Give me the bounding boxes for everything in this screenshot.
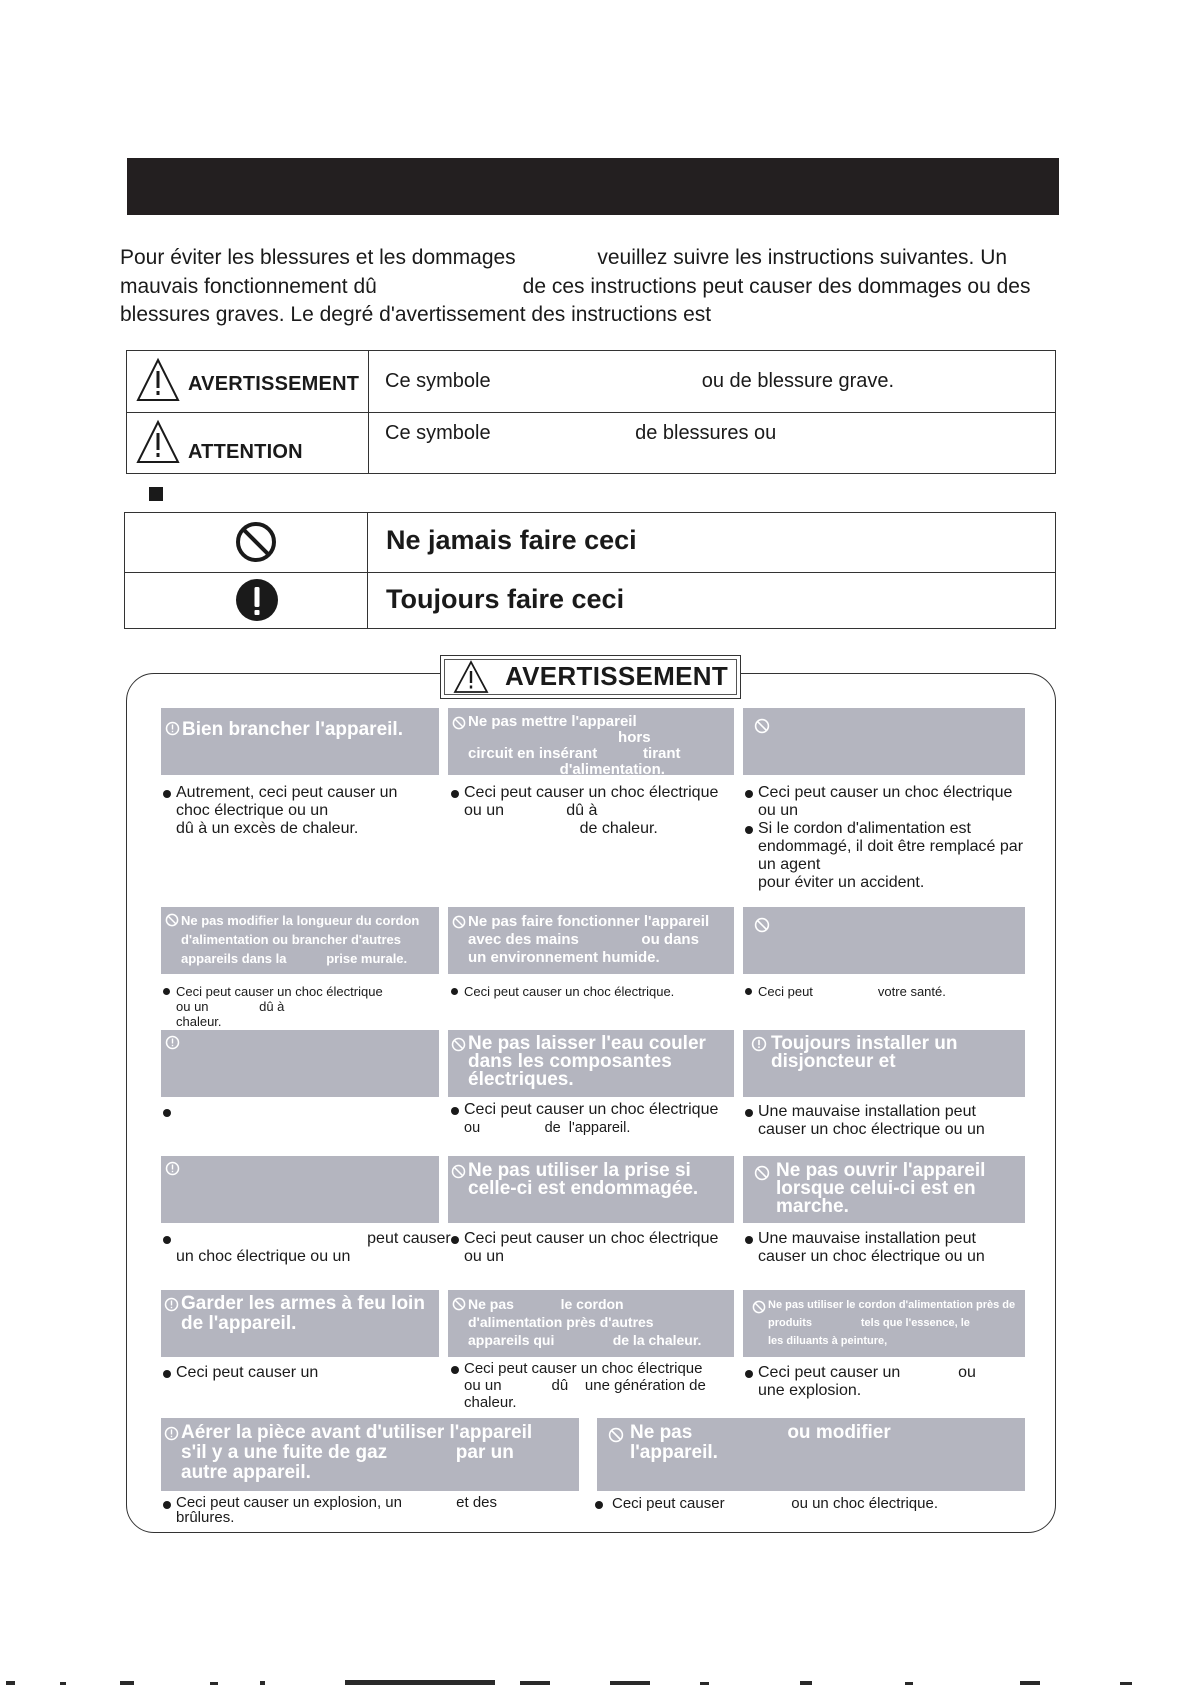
warning-box — [161, 1290, 439, 1357]
desc-line: choc électrique ou un — [176, 802, 329, 819]
warning-box-line: dans les composantes — [468, 1051, 672, 1072]
desc-line: Ceci peut causer un choc électrique — [162, 984, 383, 999]
desc-line: ou un — [758, 802, 799, 819]
desc-line: Ceci peut causer un ou — [744, 1364, 976, 1382]
desc-line: de chaleur. — [464, 820, 658, 837]
desc-line: Ceci peut causer un choc électrique — [450, 1101, 718, 1119]
prohibition-icon — [754, 917, 770, 933]
warning-description — [450, 1101, 718, 1137]
prohibition-icon — [452, 915, 466, 929]
warning-description — [450, 784, 718, 838]
warning-description — [744, 1230, 985, 1266]
desc-line: Une mauvaise installation peut — [744, 1103, 985, 1121]
desc-line: ou de l'appareil. — [464, 1120, 631, 1136]
warning-box — [161, 1156, 439, 1223]
symbol-label: AVERTISSEMENT — [188, 373, 360, 395]
desc-line: Ceci peut causer un choc électrique — [744, 784, 1023, 802]
warning-box — [161, 1418, 579, 1491]
warning-box-line: marche. — [776, 1196, 849, 1217]
warning-section-header — [440, 655, 741, 699]
warning-box-line: d'alimentation. — [468, 761, 665, 775]
desc-line: Si le cordon d'alimentation est — [744, 820, 1023, 838]
mandatory-exclamation-icon — [234, 577, 280, 623]
warning-box-line: l'appareil. — [630, 1442, 718, 1463]
warning-box-line: Ne pas laisser l'eau couler — [468, 1033, 706, 1054]
warning-description — [744, 784, 1023, 892]
warning-box-line: appareils dans la prise murale. — [181, 951, 408, 966]
warning-box-line: Ne pas le cordon — [468, 1296, 624, 1312]
desc-line: ou un — [464, 1248, 505, 1265]
desc-line: Ceci peut votre santé. — [744, 984, 946, 999]
warning-box-line: Aérer la pièce avant d'utiliser l'appareil — [181, 1422, 533, 1443]
warning-box — [448, 907, 734, 974]
warning-box-line: un environnement humide. — [468, 949, 660, 966]
warning-box — [597, 1418, 1025, 1491]
desc-line: chaleur. — [176, 1014, 222, 1029]
desc-line: dû à un excès de chaleur. — [176, 820, 359, 837]
warning-box-line: Ne pas mettre l'appareil — [468, 713, 637, 730]
desc-line: peut causer — [162, 1230, 451, 1248]
warning-description — [162, 1364, 318, 1382]
warning-description — [450, 1230, 718, 1266]
warning-box-line: Ne pas modifier la longueur du cordon — [181, 913, 420, 928]
warning-box-line: hors — [468, 729, 651, 746]
desc-line: pour éviter un accident. — [758, 874, 925, 891]
desc-line: Ceci peut causer un — [162, 1364, 318, 1382]
desc-line: chaleur. — [464, 1394, 517, 1411]
warning-box-line: Toujours installer un — [771, 1033, 958, 1054]
symbol-label: ATTENTION — [188, 441, 303, 463]
prohibition-icon — [165, 913, 179, 927]
mandatory-icon — [164, 1297, 179, 1312]
symbol-row-avertissement — [127, 351, 1055, 412]
legend-row-never — [125, 513, 1055, 572]
warning-box-line: celle-ci est endommagée. — [468, 1178, 699, 1199]
intro-line: blessures graves. Le degré d'avertissement des instructions est — [120, 303, 712, 326]
prohibition-icon — [234, 520, 278, 564]
desc-line: ou un dû à — [464, 802, 598, 819]
warning-box-line: les diluants à peinture, — [768, 1335, 888, 1347]
warning-section-title: AVERTISSEMENT — [505, 661, 728, 691]
mandatory-icon — [751, 1036, 767, 1052]
warning-box — [448, 1290, 734, 1357]
prohibition-icon — [608, 1427, 624, 1443]
warning-box-line: Ne pas ou modifier — [630, 1422, 891, 1443]
warning-box-line: Garder les armes à feu loin — [181, 1293, 425, 1314]
legend-row-always — [125, 572, 1055, 628]
mandatory-icon — [165, 1035, 180, 1050]
warning-box — [161, 907, 439, 974]
warning-description — [162, 1230, 451, 1266]
prohibition-icon — [754, 718, 770, 734]
prohibition-icon — [451, 1164, 466, 1179]
desc-line: ou un dû à — [176, 999, 285, 1014]
intro-line: mauvais fonctionnement dû de ces instructions peut causer des dommages ou des — [120, 274, 1031, 298]
warning-box — [448, 1156, 734, 1223]
warning-box-line: lorsque celui-ci est en — [776, 1178, 976, 1199]
desc-line: Ceci peut causer un explosion, un et des — [162, 1495, 497, 1510]
warning-box — [161, 1030, 439, 1097]
desc-line: Ceci peut causer un choc électrique — [450, 1360, 706, 1377]
warning-box-line: d'alimentation ou brancher d'autres — [181, 932, 401, 947]
desc-line: Ceci peut causer un choc électrique. — [450, 984, 674, 999]
warning-box — [743, 1290, 1025, 1357]
legend-text: Ne jamais faire ceci — [386, 525, 637, 555]
legend-table — [124, 512, 1056, 629]
prohibition-icon — [754, 1165, 770, 1181]
warning-box-line: avec des mains ou dans — [468, 931, 699, 948]
warning-triangle-icon — [453, 660, 489, 694]
warning-box — [743, 1156, 1025, 1223]
warning-box-line: autre appareil. — [181, 1462, 311, 1483]
warning-box-line: Ne pas ouvrir l'appareil — [776, 1160, 986, 1181]
warning-box — [743, 1030, 1025, 1097]
warning-description — [594, 1495, 938, 1513]
warning-box — [743, 907, 1025, 974]
desc-line: une explosion. — [758, 1382, 862, 1399]
desc-line: un agent — [758, 856, 821, 873]
warning-box-line: de l'appareil. — [181, 1313, 297, 1334]
desc-line: causer un choc électrique ou un — [758, 1248, 985, 1265]
desc-line: Autrement, ceci peut causer un — [162, 784, 397, 802]
warning-description — [450, 1360, 706, 1411]
prohibition-icon — [451, 1037, 466, 1052]
symbol-table — [126, 350, 1056, 474]
warning-box-line: Ne pas utiliser la prise si — [468, 1160, 691, 1181]
desc-line: brûlures. — [176, 1509, 235, 1526]
warning-box-line: disjoncteur et — [771, 1051, 896, 1072]
warning-box — [743, 708, 1025, 775]
legend-bullet-square — [149, 487, 163, 501]
symbol-text: Ce symbole ou de blessure grave. — [385, 370, 895, 392]
mandatory-icon — [165, 1161, 180, 1176]
warning-description — [162, 1495, 497, 1525]
title-bar — [127, 158, 1059, 215]
mandatory-icon — [165, 721, 180, 736]
warning-box-line: électriques. — [468, 1069, 574, 1090]
warning-triangle-icon — [135, 357, 181, 403]
prohibition-icon — [452, 1297, 466, 1311]
desc-line: Une mauvaise installation peut — [744, 1230, 985, 1248]
warning-box-line: s'il y a une fuite de gaz par un — [181, 1442, 514, 1463]
warning-description — [744, 984, 946, 999]
desc-line: causer un choc électrique ou un — [758, 1121, 985, 1138]
desc-line: Ceci peut causer ou un choc électrique. — [594, 1495, 938, 1513]
warning-box-line: circuit en insérant tirant — [468, 745, 681, 762]
warning-description — [744, 1364, 976, 1400]
symbol-row-attention — [127, 412, 1055, 473]
warning-box-line: appareils qui de la chaleur. — [468, 1332, 702, 1348]
legend-text: Toujours faire ceci — [386, 584, 625, 614]
warning-description — [744, 1103, 985, 1139]
prohibition-icon — [452, 716, 466, 730]
warning-box-line: Bien brancher l'appareil. — [182, 719, 403, 740]
warning-description — [162, 784, 397, 838]
mandatory-icon — [164, 1426, 179, 1441]
warning-description — [450, 984, 674, 999]
warning-box — [448, 1030, 734, 1097]
symbol-text: Ce symbole de blessures ou — [385, 422, 777, 444]
desc-line: ou un dû une génération de — [464, 1377, 706, 1394]
desc-line: Ceci peut causer un choc électrique — [450, 784, 718, 802]
bottom-scan-artifact — [0, 1672, 1191, 1685]
warning-box — [448, 708, 734, 775]
warning-box-line: produits tels que l'essence, le — [768, 1317, 970, 1329]
warning-triangle-icon — [135, 419, 181, 465]
prohibition-icon — [752, 1300, 766, 1314]
desc-line: un choc électrique ou un — [176, 1248, 351, 1265]
warning-box-line: Ne pas faire fonctionner l'appareil — [468, 913, 710, 930]
warning-box-line: d'alimentation près d'autres — [468, 1314, 654, 1330]
desc-line: endommagé, il doit être remplacé par — [758, 838, 1024, 855]
warning-box-line: Ne pas utiliser le cordon d'alimentation près de — [768, 1299, 1016, 1311]
desc-line: Ceci peut causer un choc électrique — [450, 1230, 718, 1248]
intro-line: Pour éviter les blessures et les dommages veuillez suivre les instructions suivantes. Un — [120, 246, 1008, 269]
intro-paragraph — [120, 244, 1080, 330]
warning-box — [161, 708, 439, 775]
warning-description — [162, 984, 383, 1029]
